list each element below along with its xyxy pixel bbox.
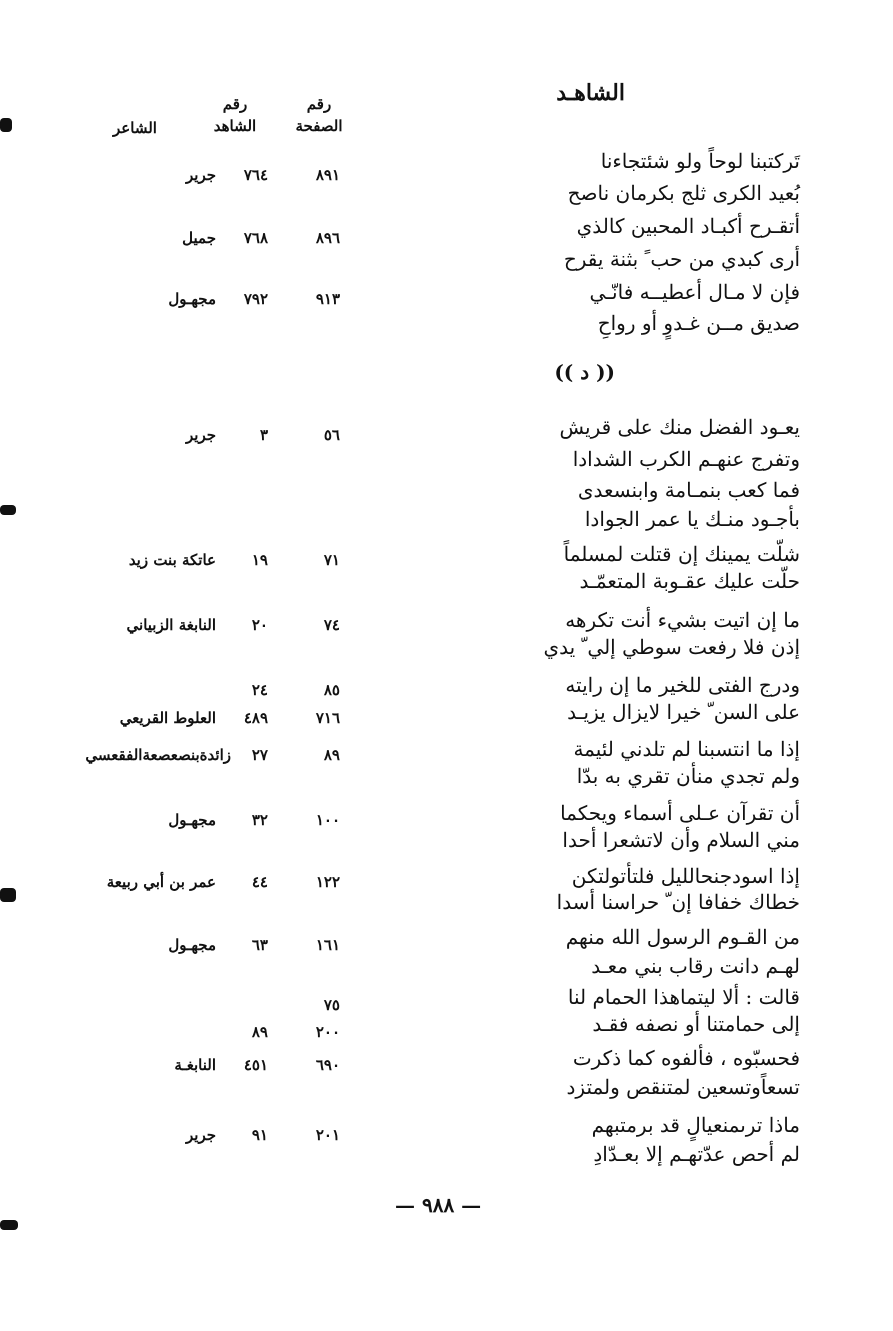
verse-line-1: ماذا ترىمنعيالٍ قد برمتبهم [591, 1113, 800, 1137]
verse-line-1: أتقـرح أكبـاد المحبين كالذي [576, 214, 800, 238]
verse-line-2: ولم تجدي منأن تقري به بدّا [576, 764, 800, 788]
citation-number: ٢٤ [251, 681, 268, 699]
verse-line-2: صديق مــن غـدوٍ أو رواحِ [597, 311, 800, 335]
verse-line-1: فإن لا مـال أعطيــه فانّـي [589, 280, 800, 304]
verse-line-1: قالت : ألا ليتماهذا الحمام لنا [567, 985, 800, 1009]
page-number-secondary: ٧١٦ [315, 709, 340, 727]
verse-line-1: إذا ما انتسبنا لم تلدني لئيمة [573, 737, 800, 761]
section-letter: (( د )) [554, 360, 615, 384]
verse-line-1: من القـوم الرسول الله منهم [565, 925, 800, 949]
page-number: ٨٥ [323, 681, 340, 699]
verse-line-1: فما كعب بنمـامة وابنسعدى [577, 478, 800, 502]
verse-line-2: بأجـود منـك يا عمر الجوادا [584, 507, 800, 531]
page-number: ١٦١ [315, 936, 340, 954]
poet-name: مجهـول [168, 290, 216, 308]
citation-number: ٧٦٤ [243, 166, 268, 184]
header-page-label: رقم [306, 95, 332, 113]
scan-mark [0, 1220, 18, 1230]
verse-line-2: تسعاًوتسعين لمتنقص ولمتزد [566, 1075, 800, 1099]
poet-name: عاتكة بنت زيد [128, 551, 216, 569]
verse-line-1: شلّت يمينك إن قتلت لمسلماً [563, 542, 800, 566]
citation-number: ٧٩٢ [243, 290, 268, 308]
verse-line-1: فحسبّوه ، فألفوه كما ذكرت [572, 1046, 800, 1070]
page-title: الشاهـد [556, 80, 625, 106]
page-number-secondary: ٢٠٠ [315, 1023, 340, 1041]
page-number: ١٢٢ [315, 873, 340, 891]
verse-line-1: يعـود الفضل منك على قريش [559, 415, 800, 439]
citation-number: ٩١ [251, 1126, 268, 1144]
poet-name: جميل [182, 229, 216, 247]
page-number: ٧٥ [323, 996, 340, 1014]
verse-line-2: مني السلام وأن لاتشعرا أحدا [562, 828, 800, 852]
citation-number: ٣٢ [251, 811, 268, 829]
header-page-column [283, 93, 355, 137]
page-number: ١٠٠ [315, 811, 340, 829]
citation-number: ٢٠ [251, 616, 268, 634]
header-poet-label: الشاعر [113, 119, 157, 137]
scan-mark [0, 888, 16, 902]
poet-name: النابغة الزبياني [126, 616, 216, 634]
citation-number: ٣ [259, 426, 268, 444]
scan-mark [0, 118, 12, 132]
poet-name: مجهـول [168, 811, 216, 829]
verse-line-2: لهـم دانت رقاب بني معـد [591, 954, 800, 978]
header-number-sublabel: الشاهد [213, 117, 257, 135]
verse-line-1: إذا اسودجنحالليل فلتأتولتكن [571, 864, 800, 888]
page-number: ٨٩٦ [315, 229, 340, 247]
verse-line-1: أن تقرآن عـلى أسماء ويحكما [560, 801, 800, 825]
page-number: ٢٠١ [315, 1126, 340, 1144]
poet-name: جرير [186, 1126, 216, 1144]
verse-line-1: ودرج الفتى للخير ما إن رايته [565, 673, 800, 697]
verse-line-2: حلّت عليك عقـوبة المتعمّـد [579, 569, 800, 593]
citation-number-secondary: ٨٩ [251, 1023, 268, 1041]
verse-line-2: إذن فلا رفعت سوطي إلي ّ يدي [543, 635, 800, 659]
poet-name: جرير [186, 426, 216, 444]
poet-name: عمر بن أبي ربيعة [106, 873, 216, 891]
verse-line-2: بُعيد الكرى ثلج بكرمان ناصح [567, 181, 800, 205]
poet-name: النابغـة [174, 1056, 216, 1074]
page-number: ٥٦ [323, 426, 340, 444]
verse-line-2: لم أحص عدّتهـم إلا بعـدّادِ [593, 1142, 800, 1166]
verse-line-1: ما إن اتيت بشيء أنت تكرهه [565, 608, 800, 632]
verse-line-2: خطاك خفافا إن ّ حراسنا أسدا [556, 890, 800, 914]
page-number: ٨٩١ [315, 166, 340, 184]
page-number: ٨٩ [323, 746, 340, 764]
citation-number: ٦٣ [251, 936, 268, 954]
footer-page-number: — ٩٨٨ — [395, 1193, 482, 1217]
citation-number-secondary: ٤٨٩ [243, 709, 268, 727]
page-number: ٦٩٠ [315, 1056, 340, 1074]
citation-number: ٢٧ [251, 746, 268, 764]
page-number: ٧١ [323, 551, 340, 569]
citation-number: ١٩ [251, 551, 268, 569]
verse-line-2: أرى كبدي من حب ً بثنة يقرح [563, 247, 800, 271]
poet-name: العلوط القريعي [119, 709, 216, 727]
citation-number: ٤٥١ [243, 1056, 268, 1074]
poet-name: مجهـول [168, 936, 216, 954]
scan-mark [0, 505, 16, 515]
poet-name: جرير [186, 166, 216, 184]
verse-line-2: على السن ّ خيرا لايزال يزيـد [567, 700, 800, 724]
header-number-label: رقم [222, 95, 248, 113]
citation-number: ٤٤ [251, 873, 268, 891]
verse-line-1: تَركتبنا لوحاً ولو شئتجاءنا [600, 149, 800, 173]
verse-line-2: وتفرج عنهـم الكرب الشدادا [572, 447, 800, 471]
header-page-sublabel: الصفحة [295, 117, 343, 135]
verse-line-2: إلى حمامتنا أو نصفه فقـد [592, 1012, 800, 1036]
citation-number: ٧٦٨ [243, 229, 268, 247]
poet-name: زائدةبنصعصعةالفقعسي [85, 746, 231, 764]
page-number: ٧٤ [323, 616, 340, 634]
page-number: ٩١٣ [315, 290, 340, 308]
header-number-column [200, 93, 270, 137]
